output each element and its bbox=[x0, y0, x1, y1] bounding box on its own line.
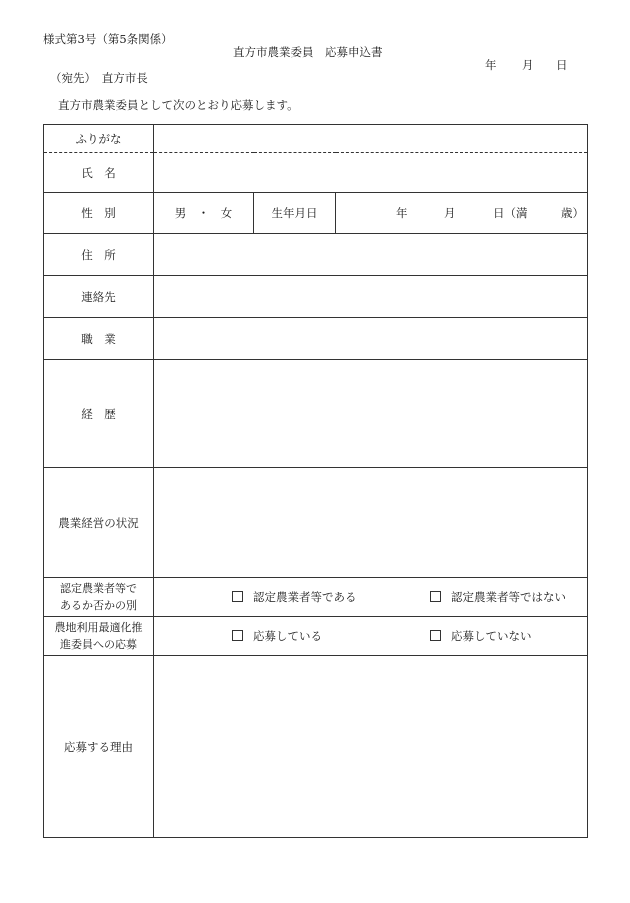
addressee: （宛先） 直方市長 bbox=[50, 71, 148, 85]
farm-status-row bbox=[44, 468, 588, 578]
promotion-yes-label: 応募している bbox=[253, 629, 322, 643]
promotion-options bbox=[154, 617, 588, 656]
name-label: 氏 名 bbox=[44, 153, 154, 193]
date-month-label: 月 bbox=[522, 58, 534, 72]
checkbox-icon[interactable] bbox=[430, 591, 441, 602]
birth-label: 生年月日 bbox=[254, 193, 336, 234]
checkbox-icon[interactable] bbox=[232, 591, 243, 602]
certified-options bbox=[154, 578, 588, 617]
form-number: 様式第3号（第5条関係） bbox=[43, 32, 173, 46]
promotion-label-line-1: 農地利用最適化推 bbox=[54, 621, 143, 634]
gender-options[interactable]: 男 ・ 女 bbox=[154, 193, 254, 234]
gender-birth-row bbox=[44, 193, 588, 234]
promotion-no-option[interactable] bbox=[430, 628, 532, 644]
promotion-yes-option[interactable] bbox=[232, 628, 322, 644]
name-field[interactable] bbox=[154, 153, 588, 193]
certified-no-label: 認定農業者等ではない bbox=[451, 590, 566, 604]
birth-date-field[interactable] bbox=[336, 193, 588, 234]
checkbox-icon[interactable] bbox=[430, 630, 441, 641]
contact-label: 連絡先 bbox=[44, 276, 154, 318]
furigana-field[interactable] bbox=[154, 125, 588, 153]
reason-row bbox=[44, 656, 588, 838]
farm-status-field[interactable] bbox=[154, 468, 588, 578]
certified-label bbox=[44, 578, 154, 617]
furigana-row bbox=[44, 125, 588, 153]
name-row bbox=[44, 153, 588, 193]
promotion-label bbox=[44, 617, 154, 656]
occupation-field[interactable] bbox=[154, 318, 588, 360]
application-form-table bbox=[43, 124, 588, 838]
promotion-label-line-2: 進委員への応募 bbox=[60, 638, 137, 651]
occupation-row bbox=[44, 318, 588, 360]
promotion-committee-row bbox=[44, 617, 588, 656]
birth-month-label: 月 bbox=[444, 206, 456, 220]
certified-label-line-2: あるか否かの別 bbox=[60, 599, 137, 612]
date-year-label: 年 bbox=[485, 58, 497, 72]
certified-yes-option[interactable] bbox=[232, 589, 357, 605]
birth-day-label: 日（満 bbox=[493, 206, 528, 220]
address-row bbox=[44, 234, 588, 276]
contact-row bbox=[44, 276, 588, 318]
reason-field[interactable] bbox=[154, 656, 588, 838]
contact-field[interactable] bbox=[154, 276, 588, 318]
date-day-label: 日 bbox=[556, 58, 568, 72]
promotion-no-label: 応募していない bbox=[451, 629, 532, 643]
address-label: 住 所 bbox=[44, 234, 154, 276]
birth-year-label: 年 bbox=[396, 206, 408, 220]
career-field[interactable] bbox=[154, 360, 588, 468]
reason-label: 応募する理由 bbox=[44, 656, 154, 838]
checkbox-icon[interactable] bbox=[232, 630, 243, 641]
furigana-label: ふりがな bbox=[44, 125, 154, 153]
page-title: 直方市農業委員 応募申込書 bbox=[233, 45, 383, 59]
intro-text: 直方市農業委員として次のとおり応募します。 bbox=[58, 98, 299, 112]
gender-label: 性 別 bbox=[44, 193, 154, 234]
address-field[interactable] bbox=[154, 234, 588, 276]
certified-row bbox=[44, 578, 588, 617]
certified-yes-label: 認定農業者等である bbox=[253, 590, 357, 604]
certified-label-line-1: 認定農業者等で bbox=[60, 582, 137, 595]
career-row bbox=[44, 360, 588, 468]
age-unit-label: 歳） bbox=[561, 206, 584, 220]
certified-no-option[interactable] bbox=[430, 589, 566, 605]
occupation-label: 職 業 bbox=[44, 318, 154, 360]
career-label: 経 歴 bbox=[44, 360, 154, 468]
farm-status-label: 農業経営の状況 bbox=[44, 468, 154, 578]
